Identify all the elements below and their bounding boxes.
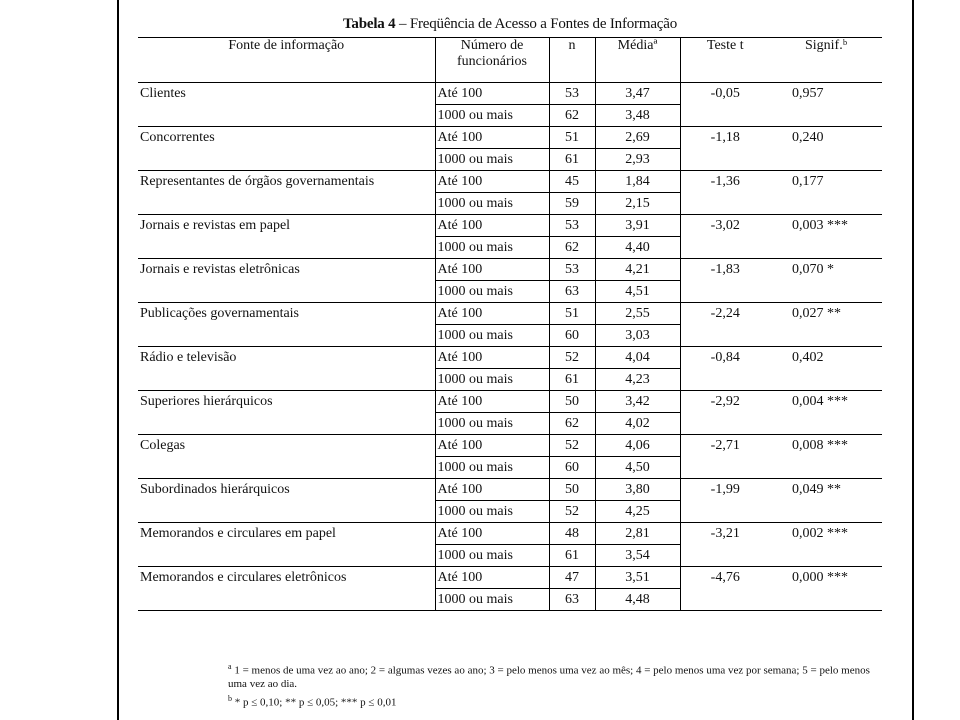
- mean-value: 2,93: [595, 149, 680, 171]
- group-label: Até 100: [435, 435, 549, 457]
- col-header-media: Médiaª: [595, 38, 680, 83]
- col-header-signif: Signif.ᵇ: [770, 38, 882, 83]
- t-value: -0,84: [680, 347, 770, 391]
- table-row: [138, 127, 882, 149]
- mean-value: 4,06: [595, 435, 680, 457]
- n-value: 51: [549, 303, 595, 325]
- n-value: 52: [549, 435, 595, 457]
- group-label: Até 100: [435, 567, 549, 589]
- group-label: Até 100: [435, 347, 549, 369]
- n-value: 61: [549, 545, 595, 567]
- group-label: 1000 ou mais: [435, 369, 549, 391]
- n-value: 59: [549, 193, 595, 215]
- n-value: 53: [549, 259, 595, 281]
- t-value: -2,92: [680, 391, 770, 435]
- col-header-teste: Teste t: [680, 38, 770, 83]
- n-value: 61: [549, 369, 595, 391]
- t-value: -1,36: [680, 171, 770, 215]
- group-label: 1000 ou mais: [435, 105, 549, 127]
- source-name: Superiores hierárquicos: [138, 391, 435, 435]
- mean-value: 4,23: [595, 369, 680, 391]
- n-value: 62: [549, 237, 595, 259]
- n-value: 50: [549, 391, 595, 413]
- col-header-n: n: [549, 38, 595, 83]
- group-label: 1000 ou mais: [435, 237, 549, 259]
- group-label: 1000 ou mais: [435, 501, 549, 523]
- significance-value: 0,004 ***: [770, 391, 882, 435]
- n-value: 62: [549, 413, 595, 435]
- n-value: 62: [549, 105, 595, 127]
- table-title-number: Tabela 4: [343, 16, 396, 32]
- source-name: Jornais e revistas eletrônicas: [138, 259, 435, 303]
- mean-value: 4,21: [595, 259, 680, 281]
- table-row: [138, 171, 882, 193]
- n-value: 52: [549, 347, 595, 369]
- mean-value: 3,54: [595, 545, 680, 567]
- t-value: -1,99: [680, 479, 770, 523]
- group-label: Até 100: [435, 479, 549, 501]
- frequency-table: [138, 37, 882, 611]
- group-label: Até 100: [435, 259, 549, 281]
- source-name: Clientes: [138, 83, 435, 127]
- n-value: 63: [549, 589, 595, 611]
- source-name: Subordinados hierárquicos: [138, 479, 435, 523]
- mean-value: 3,51: [595, 567, 680, 589]
- mean-value: 3,80: [595, 479, 680, 501]
- table-row: [138, 567, 882, 589]
- footnotes: [228, 660, 888, 710]
- col-header-funcionarios: Número de funcionários: [435, 38, 549, 83]
- mean-value: 2,55: [595, 303, 680, 325]
- source-name: Memorandos e circulares em papel: [138, 523, 435, 567]
- significance-value: 0,049 **: [770, 479, 882, 523]
- table-row: [138, 391, 882, 413]
- significance-value: 0,000 ***: [770, 567, 882, 611]
- mean-value: 4,02: [595, 413, 680, 435]
- footnote-b: $^b$ * p ≤ 0,10; ** p ≤ 0,05; *** p ≤ 0,01: [228, 693, 397, 709]
- group-label: 1000 ou mais: [435, 457, 549, 479]
- source-name: Concorrentes: [138, 127, 435, 171]
- table-row: [138, 303, 882, 325]
- group-label: Até 100: [435, 83, 549, 105]
- table-row: [138, 259, 882, 281]
- source-name: Rádio e televisão: [138, 347, 435, 391]
- mean-value: 4,51: [595, 281, 680, 303]
- n-value: 53: [549, 215, 595, 237]
- table-row: [138, 435, 882, 457]
- significance-value: 0,177: [770, 171, 882, 215]
- significance-value: 0,240: [770, 127, 882, 171]
- n-value: 60: [549, 325, 595, 347]
- footnote-a: $^a$ 1 = menos de uma vez ao ano; 2 = algumas vezes ao ano; 3 = pelo menos uma vez ao mês; 4 = pelo menos uma vez por semana; 5 = pelo menos uma vez ao dia.: [228, 662, 870, 691]
- table-row: [138, 347, 882, 369]
- table-row: [138, 215, 882, 237]
- n-value: 48: [549, 523, 595, 545]
- group-label: Até 100: [435, 523, 549, 545]
- group-label: 1000 ou mais: [435, 589, 549, 611]
- t-value: -3,21: [680, 523, 770, 567]
- group-label: Até 100: [435, 171, 549, 193]
- mean-value: 2,81: [595, 523, 680, 545]
- n-value: 63: [549, 281, 595, 303]
- group-label: Até 100: [435, 303, 549, 325]
- mean-value: 4,40: [595, 237, 680, 259]
- mean-value: 2,69: [595, 127, 680, 149]
- mean-value: 4,48: [595, 589, 680, 611]
- n-value: 51: [549, 127, 595, 149]
- source-name: Jornais e revistas em papel: [138, 215, 435, 259]
- t-value: -2,71: [680, 435, 770, 479]
- table-row: [138, 479, 882, 501]
- table-row: [138, 83, 882, 105]
- n-value: 61: [549, 149, 595, 171]
- mean-value: 1,84: [595, 171, 680, 193]
- significance-value: 0,027 **: [770, 303, 882, 347]
- t-value: -1,83: [680, 259, 770, 303]
- group-label: 1000 ou mais: [435, 325, 549, 347]
- group-label: 1000 ou mais: [435, 281, 549, 303]
- right-border-line: [912, 0, 914, 720]
- n-value: 45: [549, 171, 595, 193]
- table-title-text: – Freqüência de Acesso a Fontes de Informação: [395, 16, 677, 32]
- group-label: Até 100: [435, 391, 549, 413]
- mean-value: 3,47: [595, 83, 680, 105]
- t-value: -3,02: [680, 215, 770, 259]
- significance-value: 0,002 ***: [770, 523, 882, 567]
- mean-value: 3,48: [595, 105, 680, 127]
- source-name: Representantes de órgãos governamentais: [138, 171, 435, 215]
- n-value: 60: [549, 457, 595, 479]
- group-label: Até 100: [435, 215, 549, 237]
- significance-value: 0,957: [770, 83, 882, 127]
- table-row: [138, 523, 882, 545]
- n-value: 47: [549, 567, 595, 589]
- mean-value: 3,03: [595, 325, 680, 347]
- significance-value: 0,008 ***: [770, 435, 882, 479]
- source-name: Memorandos e circulares eletrônicos: [138, 567, 435, 611]
- group-label: 1000 ou mais: [435, 545, 549, 567]
- t-value: -2,24: [680, 303, 770, 347]
- source-name: Publicações governamentais: [138, 303, 435, 347]
- mean-value: 4,50: [595, 457, 680, 479]
- t-value: -0,05: [680, 83, 770, 127]
- mean-value: 3,42: [595, 391, 680, 413]
- mean-value: 3,91: [595, 215, 680, 237]
- left-border-line: [117, 0, 119, 720]
- mean-value: 2,15: [595, 193, 680, 215]
- mean-value: 4,04: [595, 347, 680, 369]
- t-value: -1,18: [680, 127, 770, 171]
- group-label: Até 100: [435, 127, 549, 149]
- significance-value: 0,070 *: [770, 259, 882, 303]
- group-label: 1000 ou mais: [435, 193, 549, 215]
- n-value: 52: [549, 501, 595, 523]
- table-title: [138, 16, 882, 33]
- mean-value: 4,25: [595, 501, 680, 523]
- col-header-fonte: Fonte de informação: [138, 38, 435, 83]
- significance-value: 0,003 ***: [770, 215, 882, 259]
- t-value: -4,76: [680, 567, 770, 611]
- group-label: 1000 ou mais: [435, 413, 549, 435]
- n-value: 50: [549, 479, 595, 501]
- group-label: 1000 ou mais: [435, 149, 549, 171]
- significance-value: 0,402: [770, 347, 882, 391]
- source-name: Colegas: [138, 435, 435, 479]
- n-value: 53: [549, 83, 595, 105]
- header-row: [138, 38, 882, 83]
